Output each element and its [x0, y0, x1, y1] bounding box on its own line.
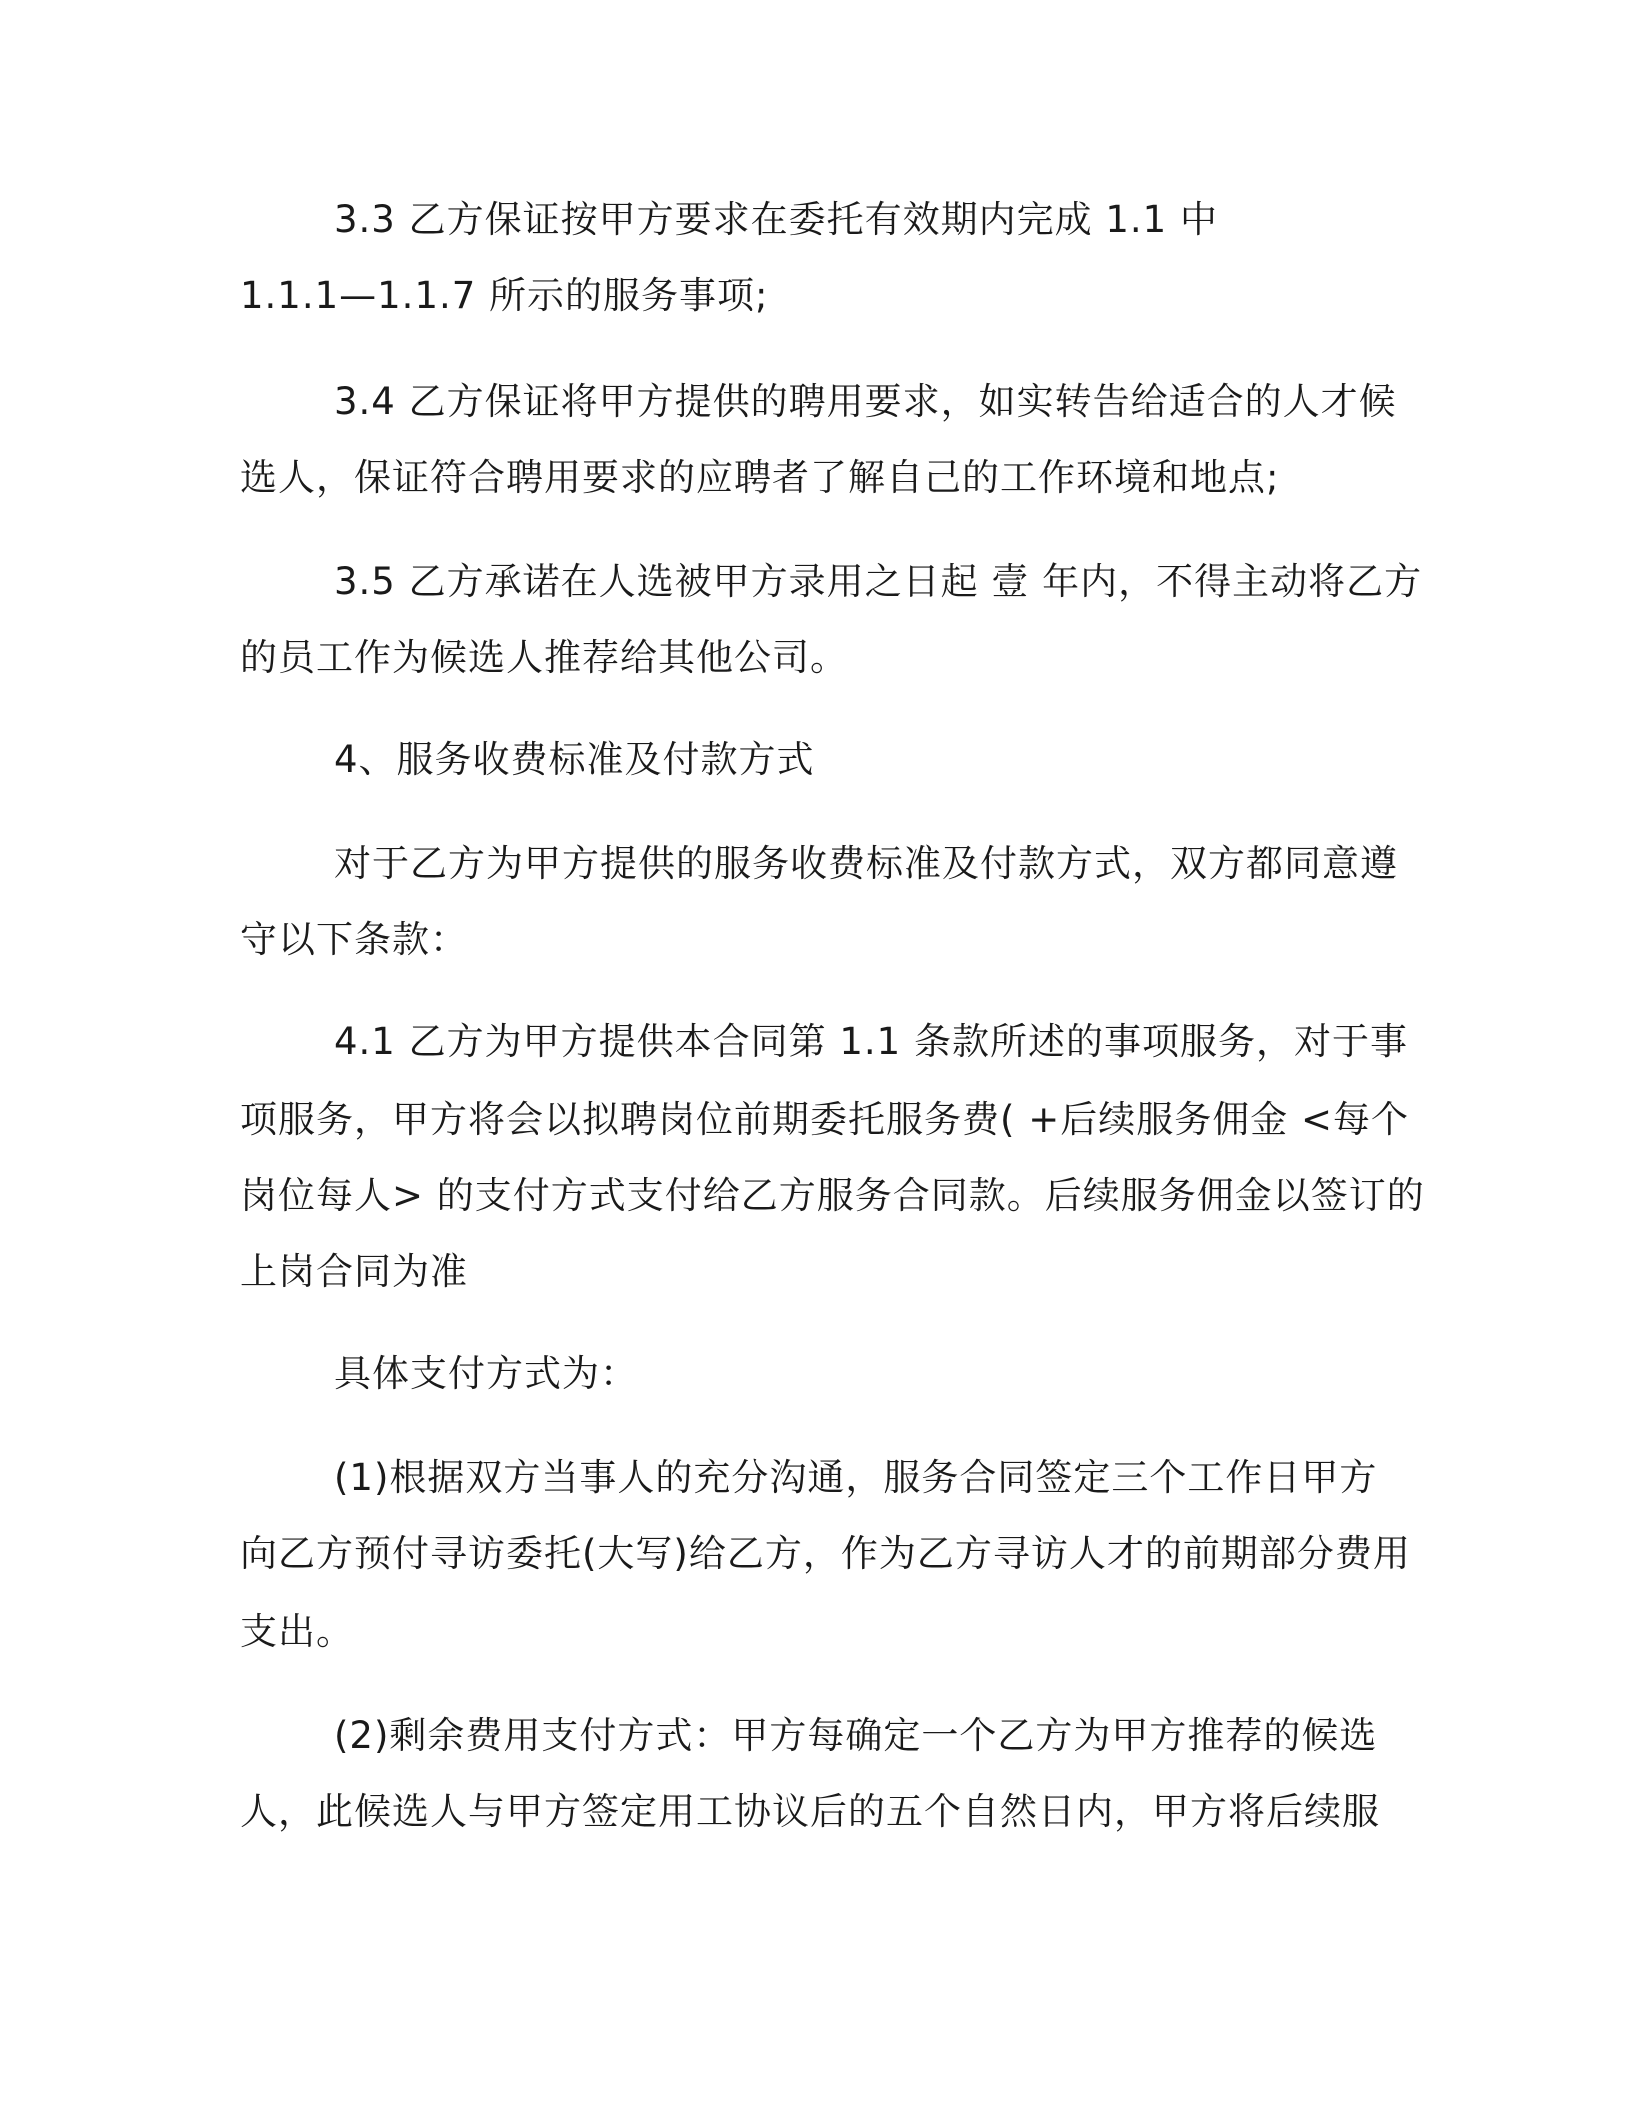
clause-3-3-line-1: 3.3 乙方保证按甲方要求在委托有效期内完成 1.1 中	[334, 198, 1218, 241]
clause-3-3-line-2: 1.1.1—1.1.7 所示的服务事项;	[240, 274, 769, 317]
clause-3-5-line-1: 3.5 乙方承诺在人选被甲方录用之日起 壹 年内，不得主动将乙方	[334, 560, 1423, 603]
payment-item-2-line-2: 人，此候选人与甲方签定用工协议后的五个自然日内，甲方将后续服	[240, 1790, 1380, 1833]
clause-4-1-line-4: 上岗合同为准	[240, 1250, 468, 1293]
payment-item-1-line-3: 支出。	[240, 1610, 354, 1653]
section-4-intro-line-1: 对于乙方为甲方提供的服务收费标准及付款方式，双方都同意遵	[334, 842, 1398, 885]
payment-method-heading: 具体支付方式为：	[334, 1352, 638, 1395]
clause-3-4-line-1: 3.4 乙方保证将甲方提供的聘用要求，如实转告给适合的人才候	[334, 380, 1397, 423]
payment-item-1-line-1: (1)根据双方当事人的充分沟通，服务合同签定三个工作日甲方	[334, 1456, 1378, 1499]
section-4-intro-line-2: 守以下条款：	[240, 918, 468, 961]
clause-3-5-line-2: 的员工作为候选人推荐给其他公司。	[240, 636, 848, 679]
payment-item-2-line-1: (2)剩余费用支付方式：甲方每确定一个乙方为甲方推荐的候选	[334, 1714, 1378, 1757]
payment-item-1-line-2: 向乙方预付寻访委托(大写)给乙方，作为乙方寻访人才的前期部分费用	[240, 1532, 1411, 1575]
clause-4-1-line-3: 岗位每人> 的支付方式支付给乙方服务合同款。后续服务佣金以签订的	[240, 1174, 1425, 1217]
section-4-heading: 4、服务收费标准及付款方式	[334, 738, 815, 781]
clause-4-1-line-1: 4.1 乙方为甲方提供本合同第 1.1 条款所述的事项服务，对于事	[334, 1020, 1408, 1063]
clause-3-4-line-2: 选人，保证符合聘用要求的应聘者了解自己的工作环境和地点;	[240, 456, 1280, 499]
clause-4-1-line-2: 项服务，甲方将会以拟聘岗位前期委托服务费( +后续服务佣金 <每个	[240, 1098, 1409, 1141]
